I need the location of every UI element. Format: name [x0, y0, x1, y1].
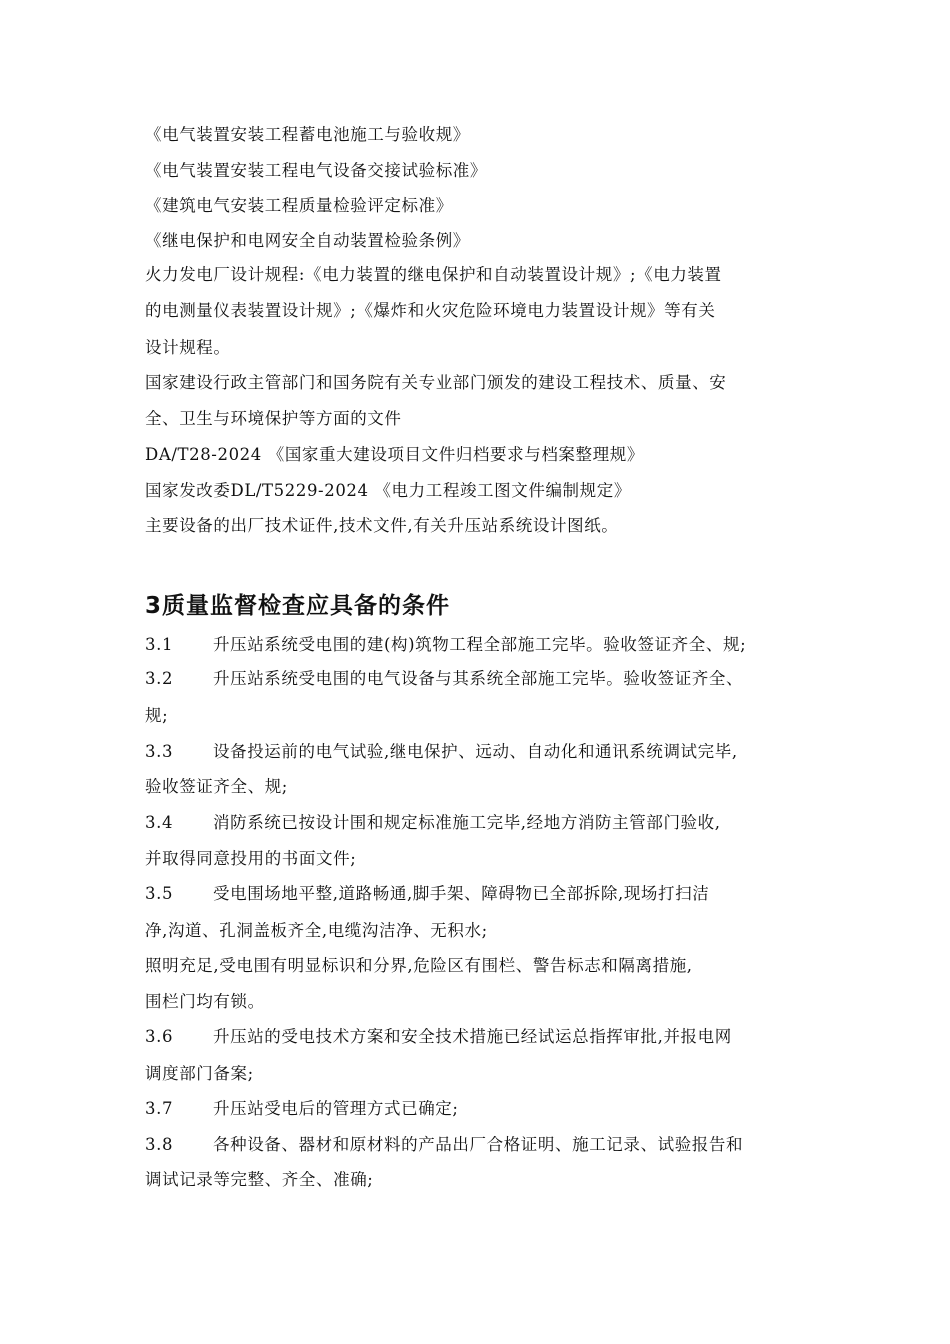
reference-line: 主要设备的出厂技术证件,技术文件,有关升压站系统设计图纸。	[145, 516, 619, 535]
reference-line: 《继电保护和电网安全自动装置检验条例》	[145, 231, 470, 250]
condition-line	[145, 1098, 830, 1120]
condition-line	[145, 848, 830, 870]
clause-number: 3.5	[145, 884, 174, 903]
clause-text: 调度部门备案;	[145, 1064, 254, 1083]
condition-line	[145, 741, 830, 763]
section-heading: 3质量监督检查应具备的条件	[145, 593, 451, 619]
condition-line	[145, 883, 830, 905]
clause-text: 净,沟道、孔洞盖板齐全,电缆沟洁净、无积水;	[145, 921, 488, 940]
reference-line: 《电气装置安装工程蓄电池施工与验收规》	[145, 125, 470, 144]
clause-number: 3.7	[145, 1099, 174, 1118]
condition-line	[145, 1169, 830, 1191]
clause-text: 照明充足,受电围有明显标识和分界,危险区有围栏、警告标志和隔离措施,	[145, 956, 693, 975]
reference-line: 火力发电厂设计规程:《电力装置的继电保护和自动装置设计规》;《电力装置	[145, 265, 722, 284]
clause-number: 3.6	[145, 1027, 174, 1046]
clause-number: 3.8	[145, 1135, 174, 1154]
clause-text: 升压站系统受电围的建(构)筑物工程全部施工完毕。验收签证齐全、规;	[213, 635, 747, 654]
reference-line: 国家发改委DL/T5229-2024 《电力工程竣工图文件编制规定》	[145, 481, 631, 500]
reference-line: 《建筑电气安装工程质量检验评定标准》	[145, 196, 453, 215]
clause-text: 升压站的受电技术方案和安全技术措施已经试运总指挥审批,并报电网	[213, 1027, 732, 1046]
clause-text: 消防系统已按设计围和规定标准施工完毕,经地方消防主管部门验收,	[213, 813, 721, 832]
condition-line	[145, 668, 830, 690]
condition-line	[145, 1063, 830, 1085]
clause-text: 验收签证齐全、规;	[145, 777, 288, 796]
condition-line	[145, 1134, 830, 1156]
reference-line: 设计规程。	[145, 338, 231, 357]
clause-text: 并取得同意投用的书面文件;	[145, 849, 357, 868]
clause-text: 调试记录等完整、齐全、准确;	[145, 1170, 374, 1189]
reference-line: 全、卫生与环境保护等方面的文件	[145, 409, 402, 428]
reference-line: 的电测量仪表装置设计规》;《爆炸和火灾危险环境电力装置设计规》等有关	[145, 301, 716, 320]
condition-line	[145, 812, 830, 834]
condition-line	[145, 705, 830, 727]
condition-line	[145, 991, 830, 1013]
reference-line: 国家建设行政主管部门和国务院有关专业部门颁发的建设工程技术、质量、安	[145, 373, 727, 392]
condition-line	[145, 920, 830, 942]
clause-text: 受电围场地平整,道路畅通,脚手架、障碍物已全部拆除,现场打扫洁	[213, 884, 710, 903]
clause-number: 3.1	[145, 635, 174, 654]
reference-line: DA/T28-2024 《国家重大建设项目文件归档要求与档案整理规》	[145, 445, 644, 464]
reference-line: 《电气装置安装工程电气设备交接试验标准》	[145, 161, 487, 180]
clause-number: 3.2	[145, 669, 174, 688]
clause-text: 各种设备、器材和原材料的产品出厂合格证明、施工记录、试验报告和	[213, 1135, 744, 1154]
clause-text: 升压站受电后的管理方式已确定;	[213, 1099, 459, 1118]
clause-number: 3.3	[145, 742, 174, 761]
clause-text: 设备投运前的电气试验,继电保护、远动、自动化和通讯系统调试完毕,	[213, 742, 738, 761]
clause-number: 3.4	[145, 813, 174, 832]
clause-text: 升压站系统受电围的电气设备与其系统全部施工完毕。验收签证齐全、	[213, 669, 744, 688]
clause-text: 围栏门均有锁。	[145, 992, 265, 1011]
clause-text: 规;	[145, 706, 169, 725]
condition-line	[145, 776, 830, 798]
condition-line	[145, 955, 830, 977]
condition-line	[145, 1026, 830, 1048]
condition-line	[145, 634, 830, 656]
